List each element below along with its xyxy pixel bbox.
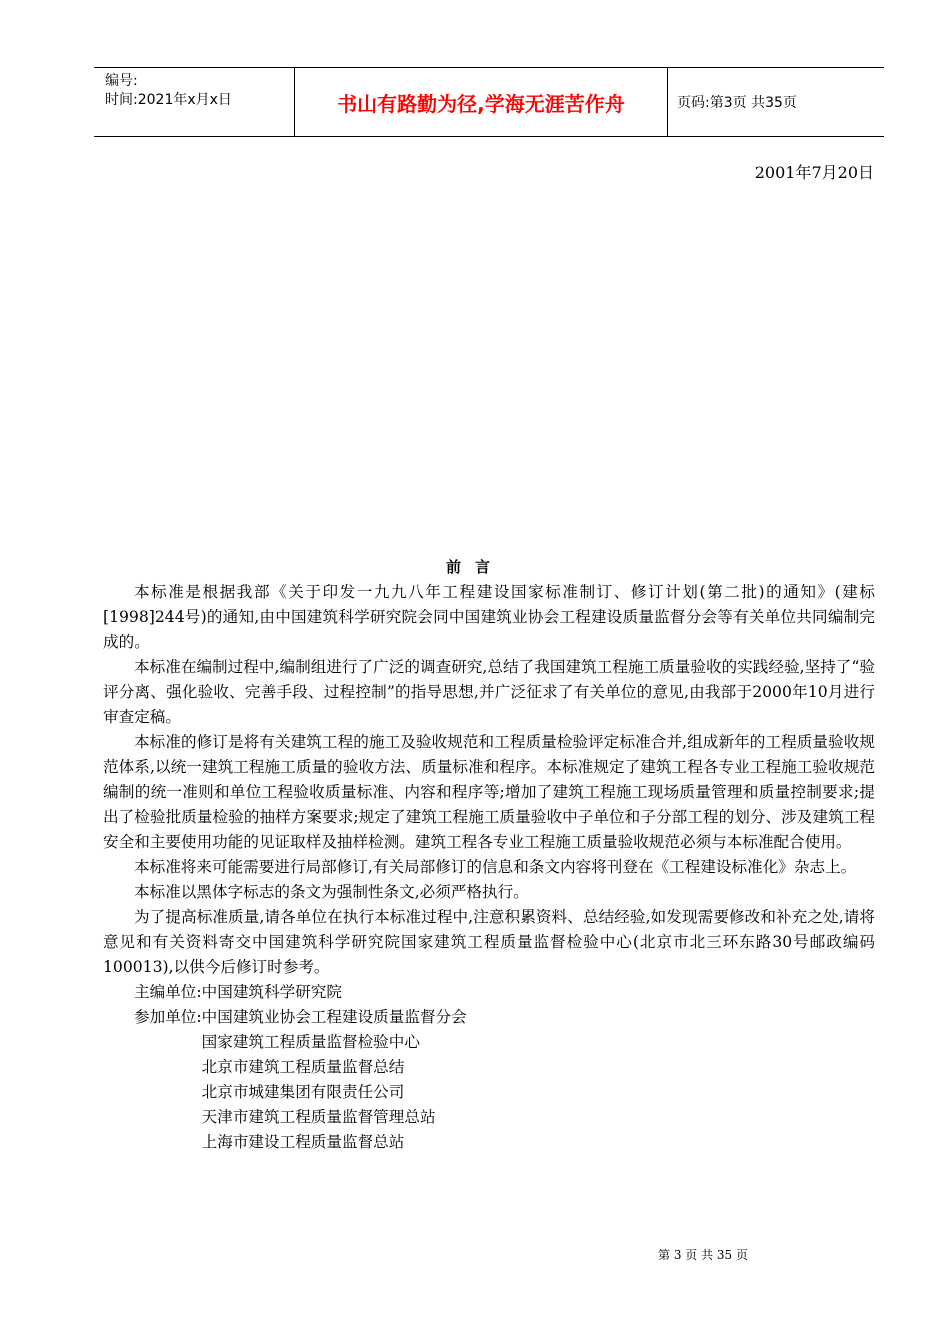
participant-item: 北京市建筑工程质量监督总结 bbox=[201, 1058, 405, 1076]
time-label: 时间:2021年x月x日 bbox=[105, 92, 232, 108]
page-header bbox=[94, 67, 884, 137]
serial-label: 编号: bbox=[105, 73, 138, 89]
participant-item: 北京市城建集团有限责任公司 bbox=[201, 1083, 405, 1101]
participants-list bbox=[202, 1005, 467, 1155]
paragraph: 本标准的修订是将有关建筑工程的施工及验收规范和工程质量检验评定标准合并,组成新年的工程质量验收规范体系,以统一建筑工程施工质量的验收方法、质量标准和程序。本标准规定了建筑工程各专业工程施工验收规范编制的统一准则和单位工程验收质量标准、内容和程序等;增加了建筑工程施工现场质量管理和质量控制要求;提出了检验批质量检验的抽样方案要求;规定了建筑工程施工质量验收中子单位和子分部工程的划分、涉及建筑工程安全和主要使用功能的见证取样及抽样检测。建筑工程各专业工程施工质量验收规范必须与本标准配合使用。 bbox=[103, 733, 875, 851]
participant-item: 中国建筑业协会工程建设质量监督分会 bbox=[201, 1008, 467, 1026]
participant-item: 国家建筑工程质量监督检验中心 bbox=[201, 1033, 420, 1051]
header-meta-cell bbox=[94, 68, 295, 136]
section-title: 前言 bbox=[445, 558, 504, 576]
preface-body bbox=[103, 580, 875, 1155]
document-date: 2001年7月20日 bbox=[754, 163, 874, 182]
header-motto: 书山有路勤为径,学海无涯苦作舟 bbox=[295, 68, 668, 136]
chief-unit: 主编单位:中国建筑科学研究院 bbox=[134, 983, 342, 1001]
participants-label: 参加单位: bbox=[134, 1008, 202, 1026]
header-page-code: 页码:第3页 共35页 bbox=[677, 95, 797, 111]
paragraph: 为了提高标准质量,请各单位在执行本标准过程中,注意积累资料、总结经验,如发现需要修改和补充之处,请将意见和有关资料寄交中国建筑科学研究院国家建筑工程质量监督检验中心(北京市北三环东路30号邮政编码100013),以供今后修订时参考。 bbox=[103, 908, 875, 976]
paragraph: 本标准在编制过程中,编制组进行了广泛的调查研究,总结了我国建筑工程施工质量验收的实践经验,坚持了“验评分离、强化验收、完善手段、过程控制”的指导思想,并广泛征求了有关单位的意见,由我部于2000年10月进行审查定稿。 bbox=[103, 658, 875, 726]
participant-item: 天津市建筑工程质量监督管理总站 bbox=[201, 1108, 436, 1126]
paragraph: 本标准将来可能需要进行局部修订,有关局部修订的信息和条文内容将刊登在《工程建设标准化》杂志上。 bbox=[134, 858, 857, 876]
paragraph: 本标准以黑体字标志的条文为强制性条文,必须严格执行。 bbox=[134, 883, 529, 901]
paragraph: 本标准是根据我部《关于印发一九九八年工程建设国家标准制订、修订计划(第二批)的通知》(建标[1998]244号)的通知,由中国建筑科学研究院会同中国建筑业协会工程建设质量监督分会等有关单位共同编制完成的。 bbox=[103, 583, 875, 651]
page-footer: 第 3 页 共 35 页 bbox=[658, 1248, 748, 1262]
participants-block bbox=[103, 1005, 875, 1155]
participant-item: 上海市建设工程质量监督总站 bbox=[201, 1133, 405, 1151]
